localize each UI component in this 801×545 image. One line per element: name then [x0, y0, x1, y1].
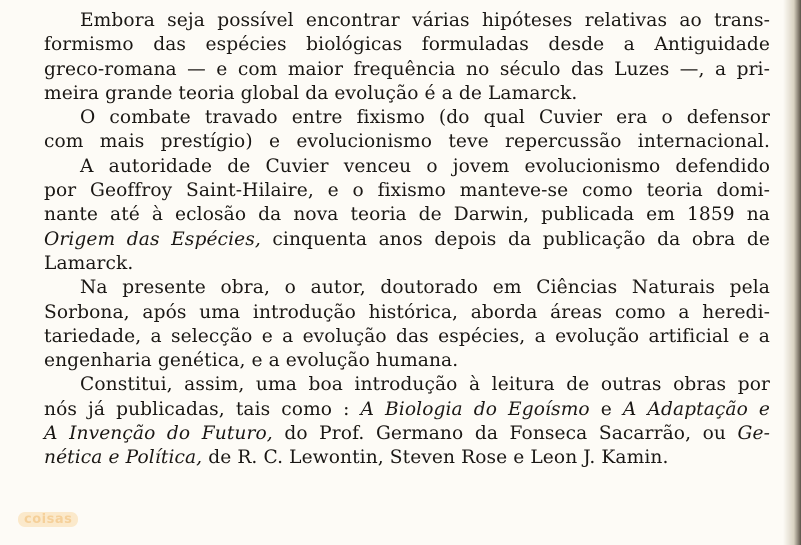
paragraph-4-line-4: engenharia genética, e a evolução humana. — [44, 350, 459, 372]
paragraph-4-line-3: tariedade, a selecção e a evolução das espécies, a evolução artificial e a — [44, 325, 770, 347]
book-title-adaptacao-part: A Adaptação e — [622, 398, 771, 420]
paragraph-4-line-2: Sorbona, após uma introdução histórica, aborda áreas como a heredi- — [44, 301, 770, 323]
paragraph-5-line-4 — [44, 446, 770, 470]
paragraph-2-line-1: O combate travado entre fixismo (do qual Cuvier era o defensor — [80, 107, 770, 129]
paragraph-4-line-1: Na presente obra, o autor, doutorado em Ciências Naturais pela — [80, 277, 770, 299]
paragraph-1-line-1: Embora seja possível encontrar várias hipóteses relativas ao trans- — [80, 10, 770, 31]
paragraph-3-line-4-text: cinquenta anos depois da publicação da obra de — [260, 228, 770, 250]
paragraph-5-line-3 — [44, 422, 770, 446]
paragraph-1-line-3: greco-romana — e com maior frequência no século das Luzes —, a pri- — [44, 58, 770, 80]
paragraph-5-line-2-text-a: nós já publicadas, tais como : — [44, 398, 361, 420]
book-title-biologia-egoismo: A Biologia do Egoísmo — [360, 398, 590, 420]
paragraph-3-line-1: A autoridade de Cuvier venceu o jovem evolucionismo defendido — [80, 155, 770, 177]
paragraph-3-line-2: por Geoffroy Saint-Hilaire, e o fixismo manteve-se como teoria domi- — [44, 180, 770, 202]
paragraph-1-line-2: formismo das espécies biológicas formuladas desde a Antiguidade — [44, 34, 770, 56]
paragraph-5-line-3-text: do Prof. Germano da Fonseca Sacarrão, ou — [272, 423, 738, 445]
paragraph-2-line-2: com mais prestígio) e evolucionismo teve repercussão internacional. — [44, 131, 770, 153]
watermark-logo: coisas — [18, 512, 78, 527]
paragraph-3-line-5: Lamarck. — [44, 252, 134, 274]
paragraph-3-line-4 — [44, 228, 770, 252]
book-blurb-text — [44, 9, 770, 471]
book-title-genetica-politica: nética e Política, — [44, 447, 203, 469]
paragraph-5-line-4-text: de R. C. Lewontin, Steven Rose e Leon J. Kamin. — [202, 447, 669, 469]
page-edge-shadow — [783, 0, 801, 545]
paragraph-5-line-1: Constitui, assim, uma boa introdução à leitura de outras obras por — [80, 374, 770, 396]
paragraph-3-line-3: nante até à eclosão da nova teoria de Darwin, publicada em 1859 na — [44, 204, 770, 226]
book-title-origem: Origem das Espécies, — [44, 228, 261, 250]
paragraph-5-line-2-text-b: e — [589, 398, 623, 420]
paragraph-5-line-2 — [44, 398, 770, 422]
book-title-invencao-futuro: A Invenção do Futuro, — [44, 423, 273, 445]
paragraph-1-line-4: meira grande teoria global da evolução é a de Lamarck. — [44, 82, 578, 104]
book-title-genetica-part: Ge- — [737, 423, 770, 445]
